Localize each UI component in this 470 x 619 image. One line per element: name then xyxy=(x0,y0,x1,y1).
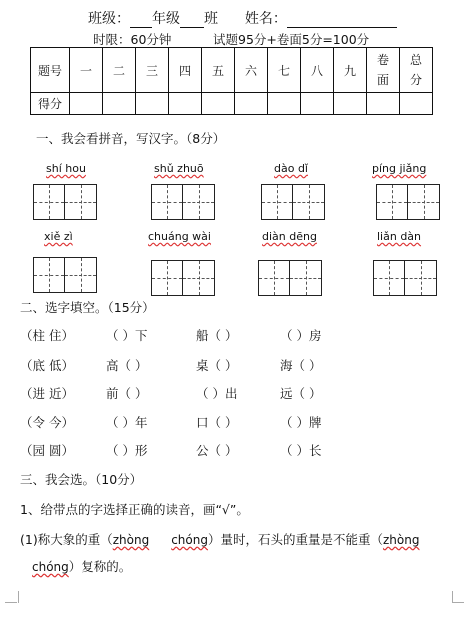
fill-1-2[interactable]: 船（ ） xyxy=(196,328,238,343)
col-6: 六 xyxy=(235,48,268,93)
fill-2-3[interactable]: 海（ ） xyxy=(280,358,322,373)
tianzige-box-3[interactable] xyxy=(261,184,325,220)
row-label-tihao: 题号 xyxy=(31,48,70,93)
ban-label: 班 xyxy=(204,11,218,27)
fill-3-3[interactable]: 远（ ） xyxy=(280,386,322,401)
page-corner-mark xyxy=(452,602,464,615)
score-cell[interactable] xyxy=(169,93,202,115)
juanmian-bottom: 面 xyxy=(376,73,389,87)
choice-pair-5: （园 圆） xyxy=(20,443,74,458)
page-corner-mark xyxy=(5,602,17,615)
section3-title: 三、我会选。（10分） xyxy=(20,472,143,487)
grade-blank[interactable] xyxy=(130,14,152,28)
fill-5-3[interactable]: （ ）长 xyxy=(280,443,322,458)
zongfen-top: 总 xyxy=(409,53,422,67)
question-1: 1、给带点的字选择正确的读音，画“√”。 xyxy=(20,502,249,517)
q1-1-text-c: ）复称的。 xyxy=(68,559,132,574)
name-label: 姓名： xyxy=(244,11,287,27)
time-limit: 时限：60分钟 xyxy=(93,32,172,47)
col-5: 五 xyxy=(202,48,235,93)
col-juanmian xyxy=(367,48,400,93)
q1-1-option-chong-2[interactable]: chóng xyxy=(32,560,69,574)
fill-5-2[interactable]: 公（ ） xyxy=(196,443,238,458)
juanmian-top: 卷 xyxy=(376,53,389,67)
tianzige-box-5[interactable] xyxy=(33,257,97,293)
score-info: 试题95分+卷面5分=100分 xyxy=(213,32,370,47)
question-1-1-cont xyxy=(32,557,131,575)
score-cell[interactable] xyxy=(103,93,136,115)
question-1-1 xyxy=(20,530,419,548)
section2-title: 二、选字填空。（15分） xyxy=(20,300,155,315)
choice-pair-4: （令 今） xyxy=(20,415,74,430)
section1-title: 一、我会看拼音，写汉字。（8分） xyxy=(36,131,226,146)
score-table-score-row xyxy=(31,93,433,115)
choice-pair-3: （进 近） xyxy=(20,386,74,401)
pinyin-7: diàn dēng xyxy=(262,230,317,243)
score-table-header-row xyxy=(31,48,433,93)
q1-1-option-chong-1[interactable]: chóng xyxy=(171,533,208,547)
tianzige-box-8[interactable] xyxy=(373,260,437,296)
score-table xyxy=(30,47,433,115)
fill-2-1[interactable]: 高（ ） xyxy=(106,358,148,373)
fill-3-2[interactable]: （ ）出 xyxy=(196,386,238,401)
col-9: 九 xyxy=(334,48,367,93)
pinyin-4: píng jiǎng xyxy=(372,162,427,175)
fill-3-1[interactable]: 前（ ） xyxy=(106,386,148,401)
grade-label: 年级 xyxy=(152,11,180,27)
q1-1-text-a: (1)称大象的重（ xyxy=(20,532,113,547)
class-blank[interactable] xyxy=(180,14,204,28)
pinyin-5: xiě zì xyxy=(44,230,73,243)
q1-1-text-b: ）量时，石头的重量是不能重（ xyxy=(207,532,383,547)
tianzige-box-4[interactable] xyxy=(376,184,440,220)
fill-4-3[interactable]: （ ）牌 xyxy=(280,415,322,430)
fill-1-3[interactable]: （ ）房 xyxy=(280,328,322,343)
choice-pair-1: （柱 住） xyxy=(20,328,74,343)
score-cell[interactable] xyxy=(268,93,301,115)
col-zongfen xyxy=(400,48,433,93)
pinyin-2: shǔ zhuō xyxy=(154,162,204,175)
col-2: 二 xyxy=(103,48,136,93)
name-blank[interactable] xyxy=(287,14,397,28)
q1-1-option-zhong-1[interactable]: zhòng xyxy=(112,533,150,547)
fill-5-1[interactable]: （ ）形 xyxy=(106,443,148,458)
pinyin-8: liǎn dàn xyxy=(377,230,422,243)
score-cell[interactable] xyxy=(301,93,334,115)
score-cell[interactable] xyxy=(70,93,103,115)
choice-pair-2: （底 低） xyxy=(20,358,74,373)
header-line xyxy=(88,8,397,28)
col-7: 七 xyxy=(268,48,301,93)
fill-2-2[interactable]: 桌（ ） xyxy=(196,358,238,373)
score-cell[interactable] xyxy=(202,93,235,115)
col-4: 四 xyxy=(169,48,202,93)
col-3: 三 xyxy=(136,48,169,93)
tianzige-box-2[interactable] xyxy=(151,184,215,220)
col-8: 八 xyxy=(301,48,334,93)
tianzige-box-6[interactable] xyxy=(151,260,215,296)
pinyin-6: chuáng wài xyxy=(148,230,211,243)
score-cell[interactable] xyxy=(136,93,169,115)
row-label-defen: 得分 xyxy=(31,93,70,115)
col-1: 一 xyxy=(70,48,103,93)
pinyin-3: dào dǐ xyxy=(274,162,308,175)
tianzige-box-7[interactable] xyxy=(258,260,322,296)
fill-4-1[interactable]: （ ）年 xyxy=(106,415,148,430)
fill-1-1[interactable]: （ ）下 xyxy=(106,328,148,343)
pinyin-1: shí hou xyxy=(46,162,86,175)
score-cell[interactable] xyxy=(235,93,268,115)
score-cell[interactable] xyxy=(334,93,367,115)
zongfen-bottom: 分 xyxy=(409,73,422,87)
tianzige-box-1[interactable] xyxy=(33,184,97,220)
score-cell[interactable] xyxy=(367,93,400,115)
fill-4-2[interactable]: 口（ ） xyxy=(196,415,238,430)
q1-1-option-zhong-2[interactable]: zhòng xyxy=(382,533,420,547)
class-label: 班级： xyxy=(88,11,130,27)
score-cell[interactable] xyxy=(400,93,433,115)
